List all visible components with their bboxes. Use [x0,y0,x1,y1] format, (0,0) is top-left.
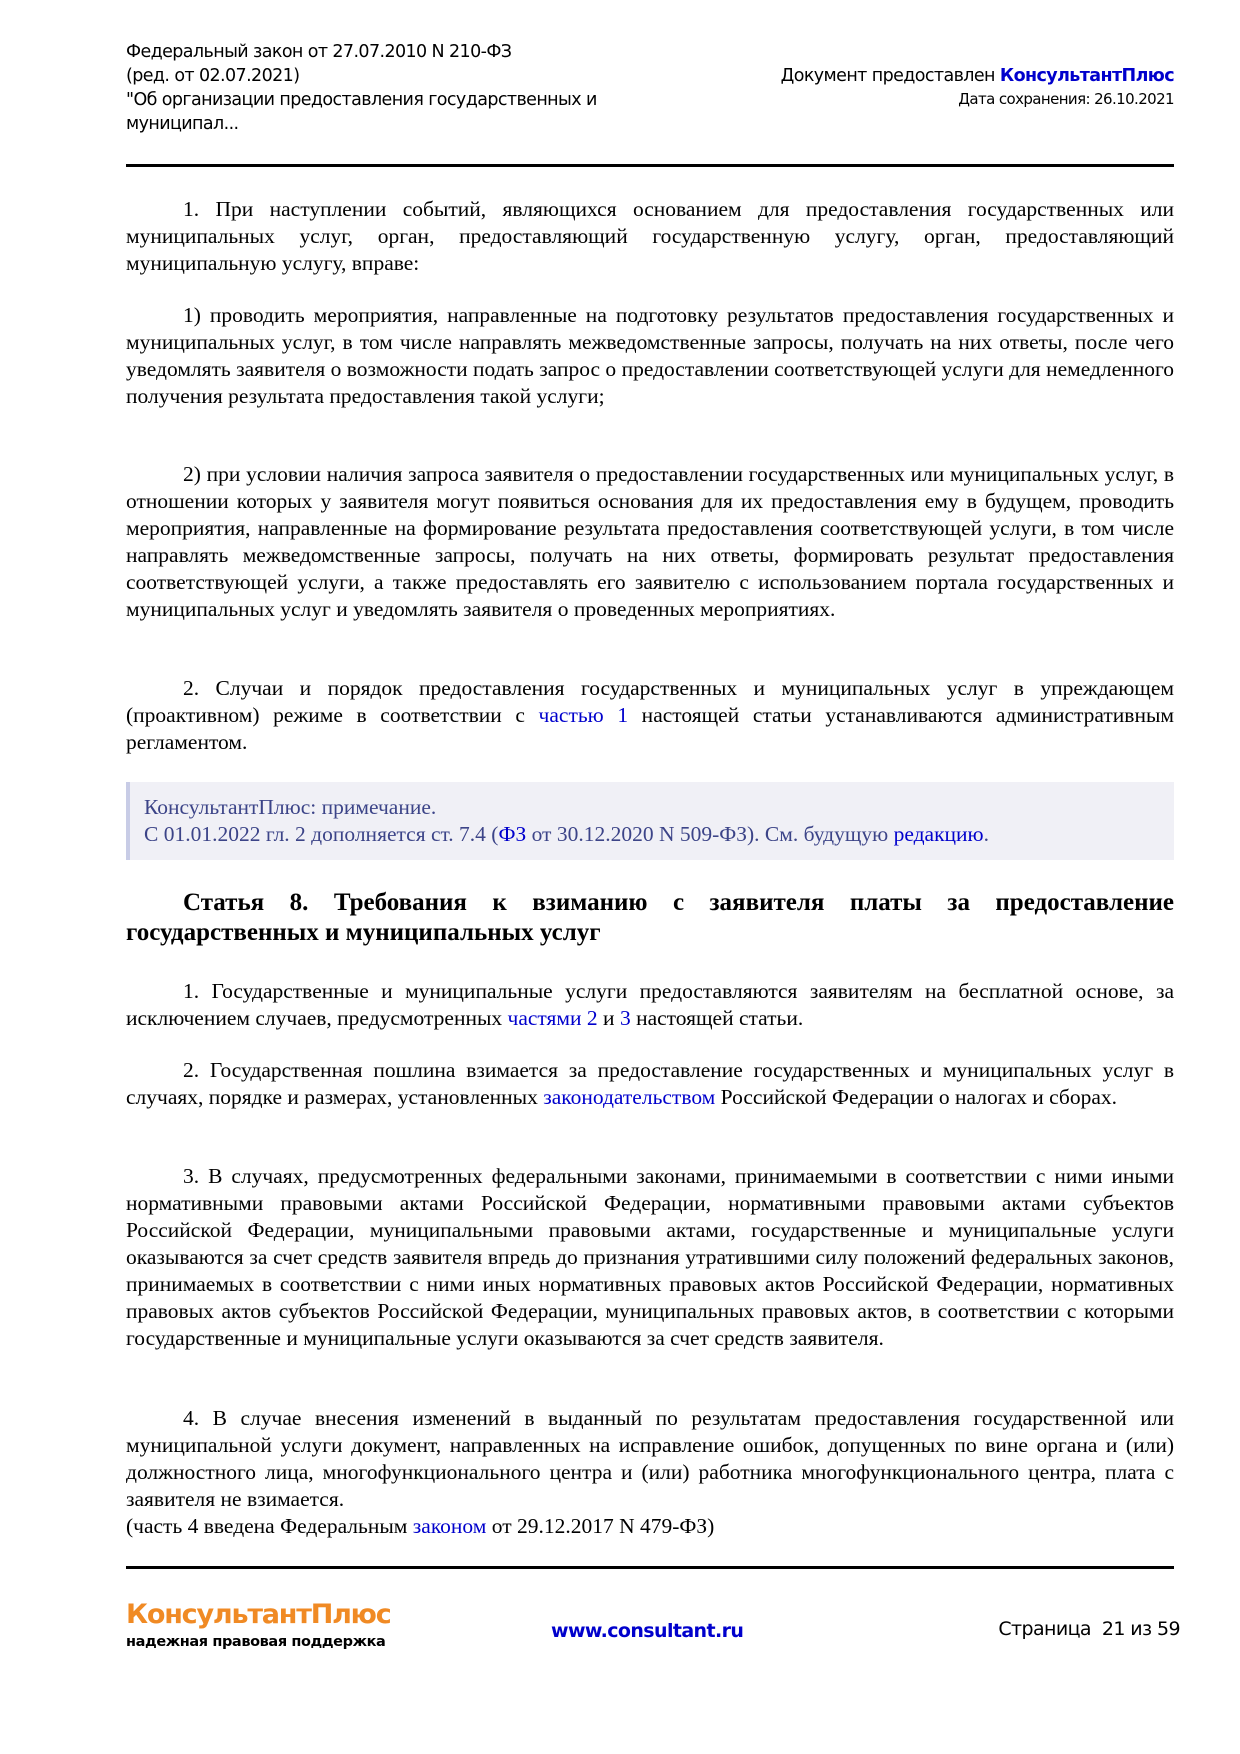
page-label: Страница [998,1618,1091,1640]
paragraph [126,1057,1174,1111]
text-segment: 2. Случаи и порядок предоставления государственных и муниципальных услуг в упреждающем (проактивном) режиме в соответствии с [126,676,1174,727]
paragraph [126,1405,1174,1513]
page-number [998,1618,1180,1640]
cross-reference-link[interactable]: ФЗ [498,822,527,846]
total-pages: 59 [1157,1618,1180,1640]
note-text [144,821,1160,848]
cross-reference-link[interactable]: законодательством [543,1085,716,1109]
text-segment: Российской Федерации о налогах и сборах. [715,1085,1118,1109]
footer-logo [126,1598,391,1652]
text-segment: и [597,1006,620,1030]
brand-link[interactable]: КонсультантПлюс [999,66,1174,86]
paragraph [126,302,1174,410]
current-page: 21 [1101,1618,1125,1640]
text-segment: настоящей статьи. [630,1006,804,1030]
website-link[interactable]: www.consultant.ru [551,1620,744,1642]
title-line: Федеральный закон от 27.07.2010 N 210-ФЗ [126,42,512,62]
saved-date: Дата сохранения: 26.10.2021 [958,90,1174,108]
paragraph [126,461,1174,623]
of-label: из [1130,1618,1152,1640]
title-line: "Об организации предоставления государственных и [126,90,597,110]
text-segment: 2. Государственная пошлина взимается за предоставление государственных и муниципальных услуг в случаях, порядке и размерах, установленных [126,1058,1174,1109]
logo-tagline: надежная правовая поддержка [126,1634,386,1650]
paragraph [126,675,1174,756]
consultant-note [126,782,1174,860]
note-title: КонсультантПлюс: примечание. [144,795,437,819]
text-segment: . [983,822,989,846]
provided-by-label: Документ предоставлен [780,66,1000,86]
provider-info [781,64,1174,110]
cross-reference-link[interactable]: редакцию [893,822,984,846]
cross-reference-link[interactable]: частью 1 [538,703,629,727]
title-line: (ред. от 02.07.2021) [126,66,300,86]
text-segment: 1. При наступлении событий, являющихся основанием для предоставления государственных или муниципальных услуг, орган, предоставляющий государственную услугу, орган, предоставляющий муниципальную услугу, вправе: [126,197,1174,275]
text-segment: (часть 4 введена Федеральным [126,1514,413,1538]
cross-reference-link[interactable]: 3 [619,1006,631,1030]
title-line: муниципал... [126,114,239,134]
text-segment: 1. Государственные и муниципальные услуги предоставляются заявителям на бесплатной основе, за исключением случаев, предусмотренных [126,979,1174,1030]
text-segment: настоящей статьи устанавливаются административным регламентом. [126,703,1175,754]
text-segment: от 30.12.2020 N 509-ФЗ). См. будущую [526,822,894,846]
logo-text: КонсультантПлюс [126,1599,391,1630]
cross-reference-link[interactable]: частями 2 [507,1006,598,1030]
paragraph [126,1163,1174,1352]
article-heading: Статья 8. Требования к взиманию с заявителя платы за предоставление государственных и муниципальных услуг [126,889,1174,946]
amendment-note [126,1513,1174,1540]
text-segment: 3. В случаях, предусмотренных федеральными законами, принимаемыми в соответствии с ними иными нормативными правовыми актами Российской Федерации, нормативными правовыми актами субъектов Российской Федерации, муниципальными правовыми актами, государственные и муниципальные услуги оказываются за счет средств заявителя впредь до признания утратившими силу положений федеральных законов, принимаемых в соответствии с ними иных нормативных правовых актов Российской Федерации, нормативных правовых актов субъектов Российской Федерации, муниципальных правовых актов, в соответствии с которыми государственные и муниципальные услуги оказываются за счет средств заявителя. [126,1164,1174,1350]
cross-reference-link[interactable]: законом [412,1514,487,1538]
paragraph [126,978,1174,1032]
text-segment: 1) проводить мероприятия, направленные на подготовку результатов предоставления государственных и муниципальных услуг, в том числе направлять межведомственные запросы, получать на них ответы, после чего уведомлять заявителя о возможности подать запрос о предоставлении соответствующей услуги для немедленного получения результата предоставления такой услуги; [126,303,1174,408]
paragraph [126,196,1174,277]
footer-divider [126,1566,1174,1569]
text-segment: от 29.12.2017 N 479-ФЗ) [486,1514,715,1538]
text-segment: 4. В случае внесения изменений в выданный по результатам предоставления государственной или муниципальной услуги документ, направленных на исправление ошибок, допущенных по вине органа и (или) должностного лица, многофункционального центра и (или) работника многофункционального центра, плата с заявителя не взимается. [126,1406,1174,1511]
header-divider [126,164,1174,167]
text-segment: С 01.01.2022 гл. 2 дополняется ст. 7.4 ( [144,822,499,846]
document-title [126,40,686,136]
text-segment: 2) при условии наличия запроса заявителя о предоставлении государственных или муниципальных услуг, в отношении которых у заявителя могут появиться основания для их предоставления ему в будущем, проводить мероприятия, направленные на формирование результата предоставления соответствующей услуги, в том числе направлять межведомственные запросы, получать на них ответы, формировать результат предоставления соответствующей услуги, а также предоставлять его заявителю с использованием портала государственных и муниципальных услуг и уведомлять заявителя о проведенных мероприятиях. [126,462,1174,621]
